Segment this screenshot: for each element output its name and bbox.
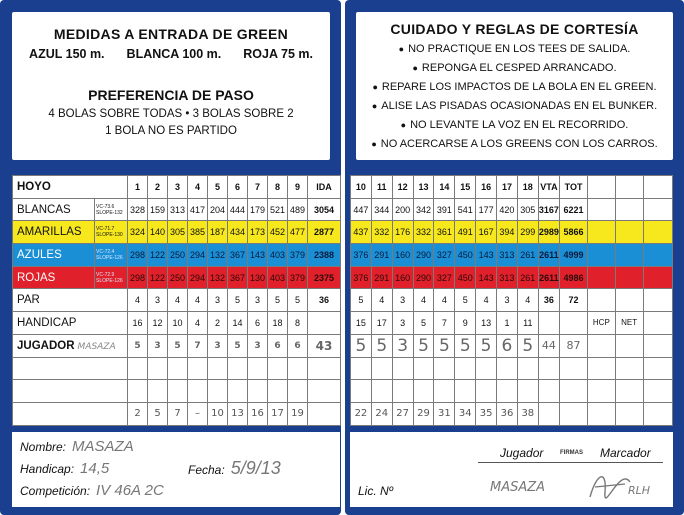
distance-cell: 122	[148, 266, 168, 289]
distance-cell: 204	[208, 198, 228, 221]
score-cell[interactable]: 5	[476, 334, 497, 357]
distance-cell: 489	[288, 198, 308, 221]
player-info-box	[12, 432, 340, 507]
distance-cell: 379	[288, 244, 308, 267]
cumulative-cell: 5	[148, 402, 168, 425]
distance-cell: 521	[268, 198, 288, 221]
score-cell[interactable]: 5	[128, 334, 148, 357]
distance-cell: 391	[434, 198, 455, 221]
distance-cell: 143	[476, 244, 497, 267]
distance-cell: 367	[228, 266, 248, 289]
distance-cell: 327	[434, 266, 455, 289]
blank-row	[351, 380, 673, 403]
distance-cell: 327	[434, 244, 455, 267]
back-nine-table	[350, 175, 673, 426]
hcp-header: HCP	[587, 312, 615, 335]
distance-cell: 299	[517, 221, 538, 244]
tot-total: 4999	[560, 244, 588, 267]
par-cell: 3	[208, 289, 228, 312]
handicap-row	[13, 312, 341, 335]
handicap-cell: 11	[517, 312, 538, 335]
preference-line-2: 1 BOLA NO ES PARTIDO	[105, 125, 237, 137]
distance-cell: 143	[476, 266, 497, 289]
score-cell[interactable]: 3	[392, 334, 413, 357]
vta-total: 2989	[538, 221, 559, 244]
tee-rating: VC-72.9 SLOPE-126	[95, 266, 128, 289]
tee-rating: VC-72.4 SLOPE-126	[95, 244, 128, 267]
tee-row-rojas	[351, 266, 673, 289]
distance-cell: 447	[351, 198, 372, 221]
distance-cell: 332	[371, 221, 392, 244]
tee-label: ROJAS	[13, 266, 95, 289]
distance-cell: 417	[188, 198, 208, 221]
distance-cell: 361	[434, 221, 455, 244]
handicap-cell: 10	[168, 312, 188, 335]
tee-rating: VC-73.6 SLOPE-132	[95, 198, 128, 221]
tee-row-rojas	[13, 266, 341, 289]
etiquette-box	[356, 12, 673, 160]
etiquette-list	[356, 40, 673, 154]
par-label: PAR	[13, 289, 128, 312]
fecha-value: 5/9/13	[230, 458, 281, 478]
tee-row-amarillas	[351, 221, 673, 244]
etiquette-title: CUIDADO Y REGLAS DE CORTESÍA	[390, 21, 639, 37]
distance-cell: 437	[351, 221, 372, 244]
distance-cell: 332	[413, 221, 434, 244]
handicap-cell: 14	[228, 312, 248, 335]
nombre-label: Nombre:	[20, 440, 67, 454]
vta-total: 3167	[538, 198, 559, 221]
etiquette-item: ● NO ACERCARSE A LOS GREENS CON LOS CARROS.	[371, 138, 658, 150]
etiquette-item: ● REPONGA EL CESPED ARRANCADO.	[412, 62, 617, 74]
fecha-label: Fecha:	[188, 463, 225, 477]
distance-cell: 298	[128, 244, 148, 267]
handicap-cell: 3	[392, 312, 413, 335]
jugador-signature-label: Jugador	[500, 446, 544, 460]
handicap-empty	[308, 312, 341, 335]
hole-number: 4	[188, 176, 208, 199]
preference-line-1: 4 BOLAS SOBRE TODAS • 3 BOLAS SOBRE 2	[48, 108, 294, 120]
distance-cell: 313	[497, 266, 518, 289]
distance-cell: 305	[168, 221, 188, 244]
vta-total: 2611	[538, 244, 559, 267]
distance-cell: 367	[228, 244, 248, 267]
net-header: NET	[615, 312, 643, 335]
handicap-label: HANDICAP	[13, 312, 128, 335]
par-cell: 4	[188, 289, 208, 312]
tee-row-amarillas	[13, 221, 341, 244]
tee-row-blancas	[351, 198, 673, 221]
distance-cell: 298	[128, 266, 148, 289]
distance-cell: 159	[148, 198, 168, 221]
tee-row-azules	[351, 244, 673, 267]
score-cell[interactable]: 6	[497, 334, 518, 357]
tot-score-total[interactable]: 87	[560, 334, 588, 357]
distance-cell: 179	[248, 198, 268, 221]
score-cell[interactable]: 7	[188, 334, 208, 357]
cumulative-cell: 16	[248, 402, 268, 425]
hole-number: 2	[148, 176, 168, 199]
par-cell: 5	[288, 289, 308, 312]
distance-cell: 290	[413, 244, 434, 267]
hole-number: 6	[228, 176, 248, 199]
tee-label: AMARILLAS	[13, 221, 95, 244]
distance-cell: 160	[392, 244, 413, 267]
handicap-cell: 1	[497, 312, 518, 335]
distance-cell: 294	[188, 266, 208, 289]
tot-total: 4986	[560, 266, 588, 289]
par-cell: 4	[413, 289, 434, 312]
cumulative-row	[13, 402, 341, 425]
par-cell: 4	[517, 289, 538, 312]
score-cell[interactable]: 5	[413, 334, 434, 357]
hole-number: 1	[128, 176, 148, 199]
par-vta: 36	[538, 289, 559, 312]
tot-total: 6221	[560, 198, 588, 221]
distance-cell: 313	[497, 244, 518, 267]
par-cell: 4	[434, 289, 455, 312]
distance-cell: 176	[392, 221, 413, 244]
par-cell: 3	[148, 289, 168, 312]
hole-number: 17	[497, 176, 518, 199]
cumulative-cell: 22	[351, 402, 372, 425]
distance-cell: 444	[228, 198, 248, 221]
hole-number: 9	[288, 176, 308, 199]
competicion-label: Competición:	[20, 484, 91, 498]
distance-cell: 376	[351, 244, 372, 267]
cumulative-cell: 38	[517, 402, 538, 425]
marcador-signature-label: Marcador	[600, 446, 651, 460]
cumulative-cell: 2	[128, 402, 148, 425]
tot-total: 5866	[560, 221, 588, 244]
hole-number: 5	[208, 176, 228, 199]
distance-cell: 491	[455, 221, 476, 244]
score-cell[interactable]: 3	[248, 334, 268, 357]
distance-cell: 344	[371, 198, 392, 221]
distances-box	[12, 12, 330, 160]
distance-cell: 305	[517, 198, 538, 221]
vta-header: VTA	[538, 176, 559, 199]
hole-number: 15	[455, 176, 476, 199]
par-cell: 3	[248, 289, 268, 312]
distance-cell: 250	[168, 266, 188, 289]
handicap-info-label: Handicap:	[20, 462, 75, 476]
distance-cell: 313	[168, 198, 188, 221]
distance-cell: 434	[228, 221, 248, 244]
distance-cell: 173	[248, 221, 268, 244]
preference-title: PREFERENCIA DE PASO	[88, 87, 254, 103]
distance-cell: 167	[476, 221, 497, 244]
distance-cell: 130	[248, 266, 268, 289]
jugador-row	[13, 334, 341, 357]
score-cell[interactable]: 5	[228, 334, 248, 357]
handicap-cell: 17	[371, 312, 392, 335]
handicap-info-value: 14,5	[80, 460, 110, 477]
tee-row-blancas	[13, 198, 341, 221]
cumulative-cell: 24	[371, 402, 392, 425]
tee-rating: VC-71.7 SLOPE-130	[95, 221, 128, 244]
handicap-cell: 7	[434, 312, 455, 335]
handicap-cell: 4	[188, 312, 208, 335]
firmas-label: FIRMAS	[560, 450, 583, 456]
cumulative-cell: 29	[413, 402, 434, 425]
handicap-cell: 18	[268, 312, 288, 335]
distance-cell: 403	[268, 244, 288, 267]
handicap-cell: 6	[248, 312, 268, 335]
score-cell[interactable]: 5	[455, 334, 476, 357]
par-cell: 4	[371, 289, 392, 312]
hole-number: 7	[248, 176, 268, 199]
par-cell: 5	[351, 289, 372, 312]
distance-cell: 140	[148, 221, 168, 244]
hoyo-row	[13, 176, 341, 199]
tee-label: BLANCAS	[13, 198, 95, 221]
score-cell[interactable]: 5	[168, 334, 188, 357]
blank-row	[351, 357, 673, 380]
cumulative-cell: 7	[168, 402, 188, 425]
distance-cell: 328	[128, 198, 148, 221]
blank-row	[13, 357, 341, 380]
cumulative-cell: 27	[392, 402, 413, 425]
front-nine-table	[12, 175, 341, 426]
distance-cell: 541	[455, 198, 476, 221]
fecha-field[interactable]	[188, 458, 281, 479]
par-row	[351, 289, 673, 312]
distance-cell: 261	[517, 266, 538, 289]
distance-cell: 160	[392, 266, 413, 289]
par-cell: 5	[455, 289, 476, 312]
par-cell: 5	[268, 289, 288, 312]
cumulative-cell: 19	[288, 402, 308, 425]
distance-cell: 291	[371, 244, 392, 267]
score-cell[interactable]: 5	[351, 334, 372, 357]
distance-cell: 342	[413, 198, 434, 221]
distances-title: MEDIDAS A ENTRADA DE GREEN	[53, 26, 289, 42]
par-total: 36	[308, 289, 341, 312]
jugador-signature: MASAZA	[490, 480, 546, 495]
handicap-row	[351, 312, 673, 335]
distance-cell: 394	[497, 221, 518, 244]
handicap-cell: 15	[351, 312, 372, 335]
hole-number: 10	[351, 176, 372, 199]
distance-cell: 452	[268, 221, 288, 244]
distance-cell: 403	[268, 266, 288, 289]
ida-total: 2877	[308, 221, 341, 244]
cumulative-row	[351, 402, 673, 425]
distance-cell: 122	[148, 244, 168, 267]
distance-cell: 376	[351, 266, 372, 289]
par-cell: 5	[228, 289, 248, 312]
cumulative-cell: –	[188, 402, 208, 425]
score-cell[interactable]: 5	[434, 334, 455, 357]
par-row	[13, 289, 341, 312]
par-cell: 3	[497, 289, 518, 312]
tee-label: AZULES	[13, 244, 95, 267]
score-cell[interactable]: 6	[288, 334, 308, 357]
competicion-field[interactable]	[20, 482, 164, 499]
hole-number: 18	[517, 176, 538, 199]
jugador-row	[351, 334, 673, 357]
marcador-signature: RLH	[628, 484, 651, 497]
distance-cell: 450	[455, 244, 476, 267]
distance-cell: 132	[208, 266, 228, 289]
par-cell: 4	[168, 289, 188, 312]
distance-cell: 261	[517, 244, 538, 267]
hole-number: 13	[413, 176, 434, 199]
handicap-field[interactable]	[20, 460, 109, 477]
competicion-value: IV 46A 2C	[96, 482, 164, 499]
nombre-field[interactable]	[20, 438, 134, 455]
distance-cell: 200	[392, 198, 413, 221]
handicap-cell: 8	[288, 312, 308, 335]
cumulative-cell: 36	[497, 402, 518, 425]
distance-cell: 143	[248, 244, 268, 267]
blank-row	[13, 380, 341, 403]
handicap-cell: 16	[128, 312, 148, 335]
hole-number: 14	[434, 176, 455, 199]
back-nine-table-box	[350, 175, 673, 425]
ida-total: 3054	[308, 198, 341, 221]
distance-cell: 420	[497, 198, 518, 221]
distance-cell: 187	[208, 221, 228, 244]
signature-box	[350, 432, 673, 507]
nombre-value: MASAZA	[72, 438, 134, 455]
ida-score-total[interactable]: 43	[308, 334, 341, 357]
distance-cell: 385	[188, 221, 208, 244]
distances-row	[12, 47, 330, 61]
etiquette-item: ● ALISE LAS PISADAS OCASIONADAS EN EL BUNKER.	[371, 100, 658, 112]
distance-cell: 324	[128, 221, 148, 244]
cumulative-cell: 17	[268, 402, 288, 425]
distance-cell: 132	[208, 244, 228, 267]
hoyo-row	[351, 176, 673, 199]
distance-cell: 250	[168, 244, 188, 267]
distance-cell: 290	[413, 266, 434, 289]
par-tot: 72	[560, 289, 588, 312]
etiquette-item: ● NO PRACTIQUE EN LOS TEES DE SALIDA.	[398, 43, 631, 55]
hole-number: 8	[268, 176, 288, 199]
par-cell: 3	[392, 289, 413, 312]
distance-cell: 379	[288, 266, 308, 289]
ida-header: IDA	[308, 176, 341, 199]
front-nine-table-box	[12, 175, 340, 425]
distance-cell: 450	[455, 266, 476, 289]
tot-header: TOT	[560, 176, 588, 199]
vta-score-total[interactable]: 44	[538, 334, 559, 357]
licence-label: Lic. Nº	[358, 484, 394, 498]
distance-roja: ROJA 75 m.	[243, 47, 313, 61]
hoyo-label: HOYO	[13, 176, 128, 199]
handicap-cell: 12	[148, 312, 168, 335]
player-name: MASAZA	[77, 341, 116, 352]
distance-azul: AZUL 150 m.	[29, 47, 105, 61]
score-cell[interactable]: 3	[208, 334, 228, 357]
distance-cell: 291	[371, 266, 392, 289]
etiquette-item: ● REPARE LOS IMPACTOS DE LA BOLA EN EL GREEN.	[372, 81, 657, 93]
etiquette-item: ● NO LEVANTE LA VOZ EN EL RECORRIDO.	[400, 119, 629, 131]
hole-number: 11	[371, 176, 392, 199]
hole-number: 12	[392, 176, 413, 199]
ida-total: 2388	[308, 244, 341, 267]
distance-cell: 477	[288, 221, 308, 244]
handicap-cell: 9	[455, 312, 476, 335]
signature-line	[478, 462, 663, 463]
handicap-cell: 5	[413, 312, 434, 335]
jugador-label: JUGADOR MASAZA	[13, 334, 128, 357]
score-cell[interactable]: 6	[268, 334, 288, 357]
par-cell: 4	[128, 289, 148, 312]
marcador-signature-scribble	[585, 462, 635, 502]
score-cell[interactable]: 5	[371, 334, 392, 357]
ida-total: 2375	[308, 266, 341, 289]
handicap-cell: 13	[476, 312, 497, 335]
hole-number: 16	[476, 176, 497, 199]
distance-cell: 177	[476, 198, 497, 221]
cumulative-cell: 35	[476, 402, 497, 425]
cumulative-cell: 13	[228, 402, 248, 425]
cumulative-cell: 10	[208, 402, 228, 425]
hole-number: 3	[168, 176, 188, 199]
vta-total: 2611	[538, 266, 559, 289]
distance-cell: 294	[188, 244, 208, 267]
handicap-cell: 2	[208, 312, 228, 335]
score-cell[interactable]: 3	[148, 334, 168, 357]
distance-blanca: BLANCA 100 m.	[126, 47, 222, 61]
cumulative-cell: 34	[455, 402, 476, 425]
score-cell[interactable]: 5	[517, 334, 538, 357]
par-cell: 4	[476, 289, 497, 312]
tee-row-azules	[13, 244, 341, 267]
cumulative-cell: 31	[434, 402, 455, 425]
